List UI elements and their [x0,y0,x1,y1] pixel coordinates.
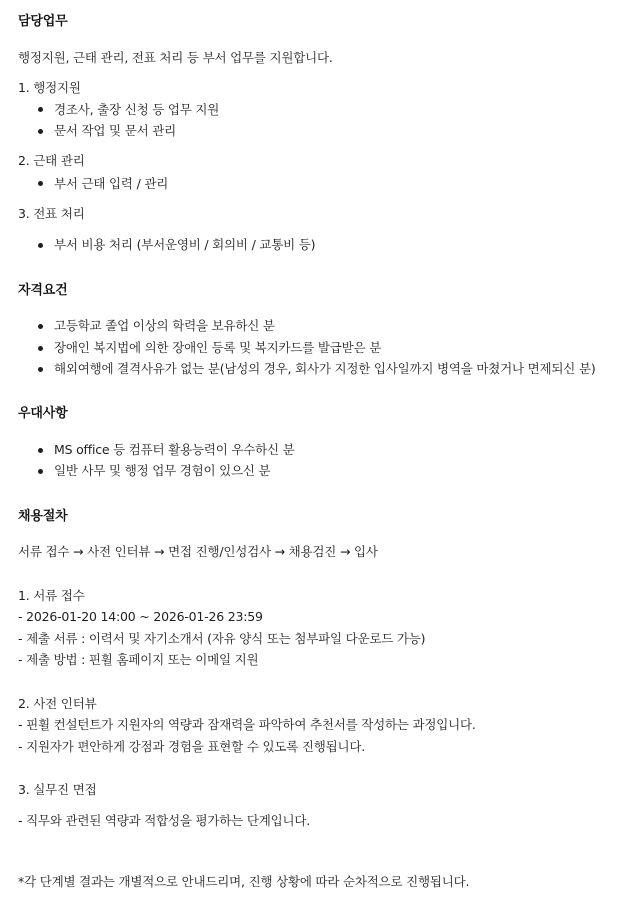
duties-group1-title: 1. 행정지원 [18,80,81,95]
list-item: 고등학교 졸업 이상의 학력을 보유하신 분 [54,318,275,333]
list-item: 해외여행에 결격사유가 없는 분(남성의 경우, 회사가 지정한 입사일까지 병역을 마쳤거나 면제되신 분) [54,361,596,376]
duties-heading: 담당업무 [18,14,68,29]
bullet-icon [38,346,43,351]
list-item: 부서 근태 입력 / 관리 [54,176,169,191]
list-item: 문서 작업 및 문서 관리 [54,123,176,138]
process-step3-title: 3. 실무진 면접 [18,782,97,797]
bullet-icon [38,243,43,248]
process-step1-line: - 제출 서류 : 이력서 및 자기소개서 (자유 양식 또는 첨부파일 다운로드 가능) [18,631,426,646]
qualifications-heading: 자격요건 [18,283,68,298]
process-step3-line: - 직무와 관련된 역량과 적합성을 평가하는 단계입니다. [18,813,310,828]
bullet-icon [38,448,43,453]
process-step2-line: - 핀휠 컨설턴트가 지원자의 역량과 잠재력을 파악하여 추천서를 작성하는 과정입니다. [18,717,476,732]
bullet-icon [38,181,43,186]
list-item: 장애인 복지법에 의한 장애인 등록 및 복지카드를 발급받은 분 [54,340,382,355]
bullet-icon [38,324,43,329]
list-item: MS office 등 컴퓨터 활용능력이 우수하신 분 [54,442,295,457]
preferred-heading: 우대사항 [18,406,68,421]
list-item: 일반 사무 및 행정 업무 경험이 있으신 분 [54,463,271,478]
process-heading: 채용절차 [18,509,68,524]
process-step1-title: 1. 서류 접수 [18,588,85,603]
process-flow: 서류 접수 → 사전 인터뷰 → 면접 진행/인성검사 → 채용검진 → 입사 [18,544,378,559]
process-step2-line: - 지원자가 편안하게 강점과 경험을 표현할 수 있도록 진행됩니다. [18,739,366,754]
bullet-icon [38,469,43,474]
process-step1-line: - 제출 방법 : 핀휠 홈페이지 또는 이메일 지원 [18,652,259,667]
bullet-icon [38,367,43,372]
process-note: *각 단계별 결과는 개별적으로 안내드리며, 진행 상황에 따라 순차적으로 진행됩니다. [18,874,470,889]
list-item: 부서 비용 처리 (부서운영비 / 회의비 / 교통비 등) [54,237,316,252]
duties-group3-title: 3. 전표 처리 [18,206,85,221]
process-step2-title: 2. 사전 인터뷰 [18,696,97,711]
process-step1-line: - 2026-01-20 14:00 ~ 2026-01-26 23:59 [18,609,263,624]
list-item: 경조사, 출장 신청 등 업무 지원 [54,102,220,117]
bullet-icon [38,129,43,134]
duties-intro: 행정지원, 근태 관리, 전표 처리 등 부서 업무를 지원합니다. [18,50,333,65]
duties-group2-title: 2. 근태 관리 [18,153,85,168]
bullet-icon [38,107,43,112]
